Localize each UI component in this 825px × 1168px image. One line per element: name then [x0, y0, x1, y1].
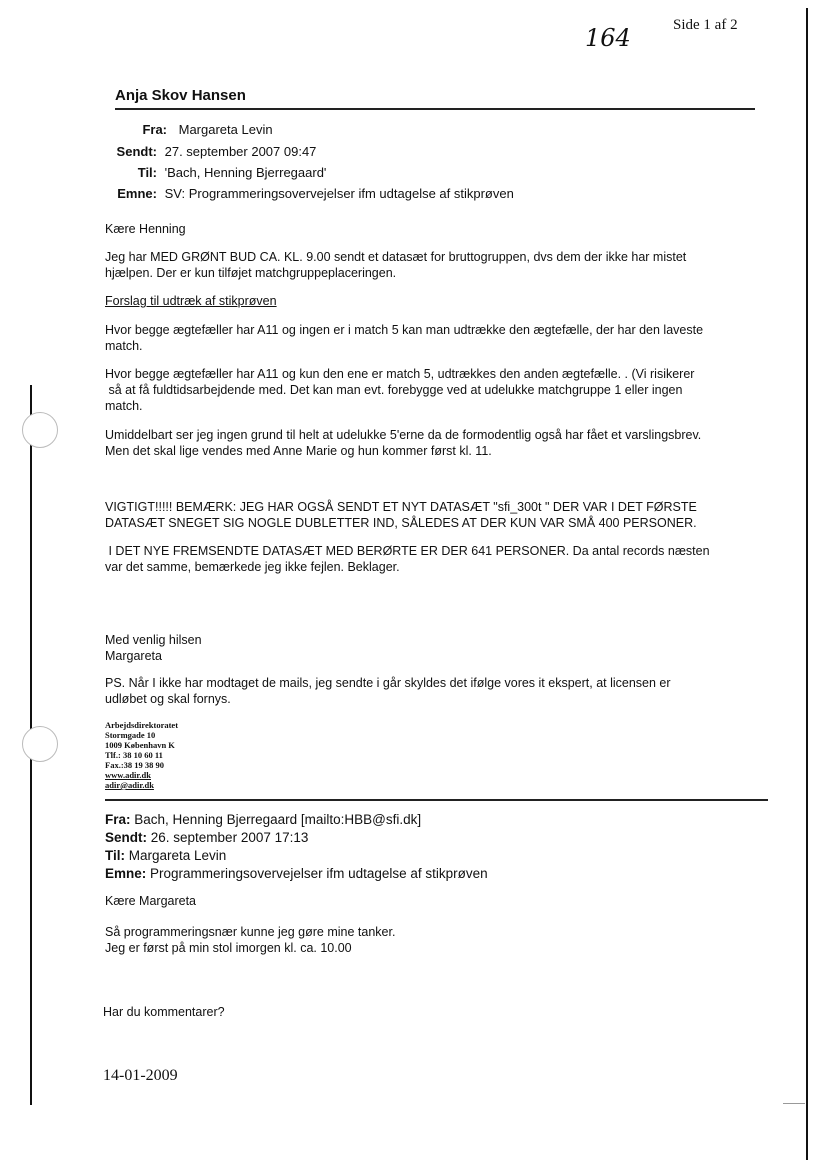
- email1-from-row: [115, 122, 273, 137]
- org-street: Stormgade 10: [105, 730, 156, 740]
- email2-subject-label: Emne:: [105, 866, 147, 881]
- email2-to: Margareta Levin: [128, 848, 227, 863]
- footer-date: 14-01-2009: [103, 1067, 178, 1084]
- email2-from: Bach, Henning Bjerregaard [mailto:HBB@sfi.dk]: [134, 812, 422, 827]
- email1-from-label: Fra:: [142, 122, 167, 137]
- email1-greeting: Kære Henning: [105, 222, 186, 236]
- email1-sent: 27. september 2007 09:47: [164, 144, 317, 159]
- header-rule: [115, 108, 755, 110]
- email1-p6-line1: I DET NYE FREMSENDTE DATASÆT MED BERØRTE ER DER 641 PERSONER. Da antal records næsten: [105, 544, 710, 558]
- email1-p5-line1: VIGTIGT!!!!! BEMÆRK: JEG HAR OGSÅ SENDT ET NYT DATASÆT "sfi_300t " DER VAR I DET FØRSTE: [105, 500, 697, 514]
- email1-paragraph-3: [105, 366, 745, 414]
- email1-p3-line2: så at få fuldtidsarbejdende med. Det kan man evt. forebygge ved at udelukke matchgruppe 1 eller ingen: [105, 383, 683, 397]
- email1-ps-line1: PS. Når I ikke har modtaget de mails, jeg sendte i går skyldes det ifølge vores it ekspert, at licensen er: [105, 676, 671, 690]
- email1-p1-line2: hjælpen. Der er kun tilføjet matchgruppeplaceringen.: [105, 266, 397, 280]
- email2-headers: [105, 811, 488, 883]
- email1-p4-line1: Umiddelbart ser jeg ingen grund til helt at udelukke 5'erne da de formodentlig også har fået et varslingsbrev.: [105, 428, 702, 442]
- email2-p1-line2: Jeg er først på min stol imorgen kl. ca. 10.00: [105, 941, 352, 955]
- email1-subject-label: Emne:: [117, 186, 157, 201]
- email2-from-row: [105, 811, 488, 829]
- email1-subject: SV: Programmeringsovervejelser ifm udtagelse af stikprøven: [164, 186, 514, 201]
- email1-sent-label: Sendt:: [116, 144, 157, 159]
- org-email-link[interactable]: adir@adir.dk: [105, 780, 154, 790]
- reply-separator-rule: [105, 799, 768, 801]
- email2-sent-row: [105, 829, 488, 847]
- email1-paragraph-1: [105, 249, 745, 281]
- email2-greeting: Kære Margareta: [105, 894, 197, 908]
- email1-p6-line2: var det samme, bemærkede jeg ikke fejlen. Beklager.: [105, 560, 400, 574]
- email1-subject-row: [115, 186, 514, 201]
- email2-question: Har du kommentarer?: [103, 1005, 225, 1019]
- org-web-link[interactable]: www.adir.dk: [105, 770, 151, 780]
- email1-p3-line3: match.: [105, 399, 143, 413]
- right-scan-edge: [806, 8, 808, 1160]
- email2-subject-row: [105, 865, 488, 883]
- email1-from: Margareta Levin: [178, 122, 273, 137]
- email1-signature-name: Margareta: [105, 649, 162, 663]
- email1-p4-line2: Men det skal lige vendes med Anne Marie og hun kommer først kl. 11.: [105, 444, 492, 458]
- email1-p2-line1: Hvor begge ægtefæller har A11 og ingen er i match 5 kan man udtrække den ægtefælle, der har den laveste: [105, 323, 704, 337]
- email1-p1-line1: Jeg har MED GRØNT BUD CA. KL. 9.00 sendt et datasæt for bruttogruppen, dvs dem der ikke har mistet: [105, 250, 687, 264]
- punch-hole-top: [22, 412, 58, 448]
- email2-to-row: [105, 847, 488, 865]
- email2-p1-line1: Så programmeringsnær kunne jeg gøre mine tanker.: [105, 925, 396, 939]
- email1-proposal-heading: Forslag til udtræk af stikprøven: [105, 294, 277, 308]
- email1-sent-row: [115, 144, 316, 159]
- email1-p3-line1: Hvor begge ægtefæller har A11 og kun den ene er match 5, udtrækkes den anden ægtefælle. . (Vi risikerer: [105, 367, 695, 381]
- email2-from-label: Fra:: [105, 812, 131, 827]
- email1-ps: [105, 675, 745, 707]
- page-label: Side 1 af 2: [673, 17, 738, 33]
- email2-subject: Programmeringsovervejelser ifm udtagelse af stikprøven: [150, 866, 488, 881]
- email1-ps-line2: udløbet og skal fornys.: [105, 692, 231, 706]
- email1-paragraph-6: [105, 543, 765, 575]
- email1-paragraph-4: [105, 427, 745, 459]
- email1-closing-block: [105, 632, 745, 664]
- email1-paragraph-2: [105, 322, 745, 354]
- punch-hole-bottom: [22, 726, 58, 762]
- org-fax: Fax.:38 19 38 90: [105, 760, 165, 770]
- org-city: 1009 København K: [105, 740, 175, 750]
- org-signature: [105, 720, 178, 790]
- mailbox-owner: Anja Skov Hansen: [115, 87, 246, 104]
- email2-sent-label: Sendt:: [105, 830, 147, 845]
- email1-p5-line2: DATASÆT SNEGET SIG NOGLE DUBLETTER IND, SÅLEDES AT DER KUN VAR SMÅ 400 PERSONER.: [105, 516, 697, 530]
- handwritten-page-number: 164: [585, 24, 631, 52]
- email2-paragraph-1: [105, 924, 745, 956]
- email2-to-label: Til:: [105, 848, 125, 863]
- email1-to-row: [115, 165, 326, 180]
- org-name: Arbejdsdirektoratet: [105, 720, 179, 730]
- email1-paragraph-5: [105, 499, 765, 531]
- email1-p2-line2: match.: [105, 339, 143, 353]
- email1-to-label: Til:: [137, 165, 157, 180]
- footer-mark: [783, 1103, 805, 1104]
- email1-to: 'Bach, Henning Bjerregaard': [164, 165, 327, 180]
- email2-sent: 26. september 2007 17:13: [150, 830, 309, 845]
- org-phone: Tlf.: 38 10 60 11: [105, 750, 163, 760]
- email1-closing: Med venlig hilsen: [105, 633, 202, 647]
